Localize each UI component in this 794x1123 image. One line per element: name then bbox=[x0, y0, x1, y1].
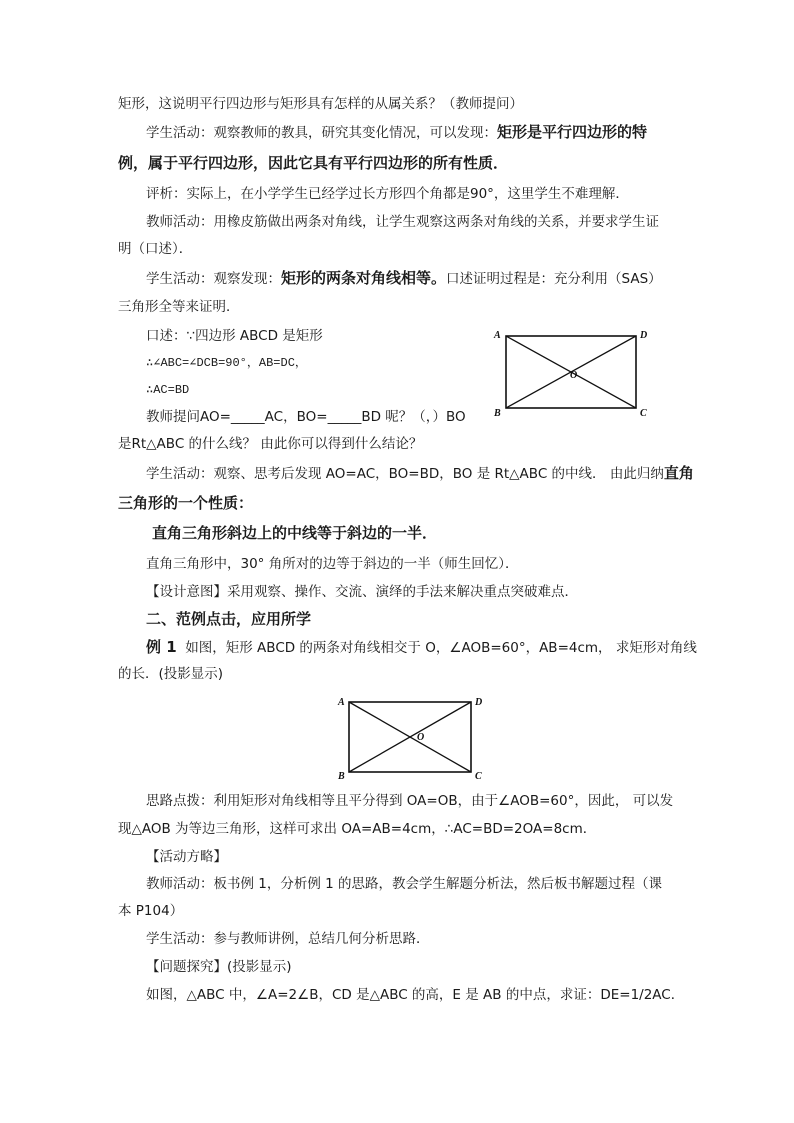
paragraph-13: 直角三角形中，30° 角所对的边等于斜边的一半（师生回忆）． bbox=[146, 556, 519, 572]
teacher-question-cont: 是Rt△ABC 的什么线？ 由此你可以得到什么结论？ bbox=[118, 436, 423, 452]
proof-text: 口述证明过程是：充分利用（SAS） bbox=[446, 271, 662, 287]
paragraph-2 bbox=[146, 123, 647, 142]
observation-text: 学生活动：观察、思考后发现 AO=AC，BO=BD，BO 是 Rt△ABC 的中线． 由此归纳 bbox=[146, 466, 664, 482]
problem-statement: 如图，△ABC 中，∠A=2∠B，CD 是△ABC 的高，E 是 AB 的中点，求证：DE=1/2AC． bbox=[146, 987, 685, 1003]
paragraph-4: 教师活动：用橡皮筋做出两条对角线，让学生观察这两条对角线的关系，并要求学生证 bbox=[146, 214, 659, 230]
vertex-label-a: A bbox=[338, 697, 345, 708]
student-activity-text: 学生活动：观察教师的教具，研究其变化情况，可以发现： bbox=[146, 125, 497, 141]
problem-explore-heading: 【问题探究】(投影显示) bbox=[146, 959, 292, 975]
hint-paragraph: 思路点拨：利用矩形对角线相等且平分得到 OA=OB，由于∠AOB=60°，因此， 可以发 bbox=[146, 793, 674, 809]
student-activity: 学生活动：参与教师讲例，总结几何分析思路． bbox=[146, 931, 430, 947]
teacher-activity-cont: 本 P104） bbox=[118, 903, 184, 919]
paragraph-5 bbox=[146, 269, 662, 288]
center-label-o: O bbox=[570, 370, 578, 381]
teacher-activity: 教师活动：板书例 1，分析例 1 的思路，教会学生解题分析法，然后板书解题过程（课 bbox=[146, 876, 663, 892]
example-label: 例 1 bbox=[146, 638, 177, 656]
proof-line-2: ∴∠ABC=∠DCB=90°，AB=DC， bbox=[146, 356, 307, 370]
vertex-label-b: B bbox=[494, 408, 501, 419]
paragraph-1: 矩形，这说明平行四边形与矩形具有怎样的从属关系？（教师提问） bbox=[118, 96, 523, 112]
teacher-question: 教师提问AO=_____AC，BO=_____BD 呢？（，）BO bbox=[146, 409, 466, 425]
right-triangle-text: 直角 bbox=[663, 464, 694, 482]
student-activity-label: 学生活动：观察发现： bbox=[146, 271, 281, 287]
design-intent: 【设计意图】采用观察、操作、交流、演绎的手法来解决重点突破难点． bbox=[146, 584, 578, 600]
section-heading: 二、范例点击，应用所学 bbox=[146, 610, 312, 628]
paragraph-11-cont: 三角形的一个性质： bbox=[118, 494, 254, 512]
proof-line-1: 口述：∵四边形 ABCD 是矩形 bbox=[146, 328, 323, 344]
paragraph-4-cont: 明（口述）． bbox=[118, 241, 193, 257]
paragraph-5-cont: 三角形全等来证明． bbox=[118, 299, 240, 315]
proof-line-3: ∴AC=BD bbox=[146, 383, 190, 397]
diagonals-equal-text: 矩形的两条对角线相等。 bbox=[281, 269, 447, 287]
vertex-label-c: C bbox=[475, 771, 482, 782]
vertex-label-d: D bbox=[640, 330, 648, 341]
rectangle-figure-1 bbox=[488, 326, 658, 426]
center-label-o: O bbox=[417, 732, 425, 743]
vertex-label-d: D bbox=[475, 697, 483, 708]
vertex-label-c: C bbox=[640, 408, 647, 419]
paragraph-11 bbox=[146, 464, 694, 483]
paragraph-3: 评析：实际上，在小学学生已经学过长方形四个角都是90°，这里学生不难理解． bbox=[146, 186, 629, 202]
vertex-label-a: A bbox=[494, 330, 501, 341]
hint-paragraph-cont: 现△AOB 为等边三角形，这样可求出 OA=AB=4cm，∴AC=BD=2OA=8cm． bbox=[118, 821, 597, 837]
rectangle-figure-2 bbox=[335, 692, 495, 788]
example-1-cont: 的长．(投影显示) bbox=[118, 666, 224, 682]
key-conclusion-text: 矩形是平行四边形的特 bbox=[497, 123, 648, 141]
example-1 bbox=[146, 638, 697, 657]
vertex-label-b: B bbox=[338, 771, 345, 782]
paragraph-2-cont: 例，属于平行四边形，因此它具有平行四边形的所有性质． bbox=[118, 154, 509, 172]
example-text: 如图，矩形 ABCD 的两条对角线相交于 O，∠AOB=60°，AB=4cm， 求矩形对角线 bbox=[185, 640, 697, 656]
theorem-statement: 直角三角形斜边上的中线等于斜边的一半． bbox=[152, 524, 438, 542]
activity-strategy-heading: 【活动方略】 bbox=[146, 849, 227, 865]
